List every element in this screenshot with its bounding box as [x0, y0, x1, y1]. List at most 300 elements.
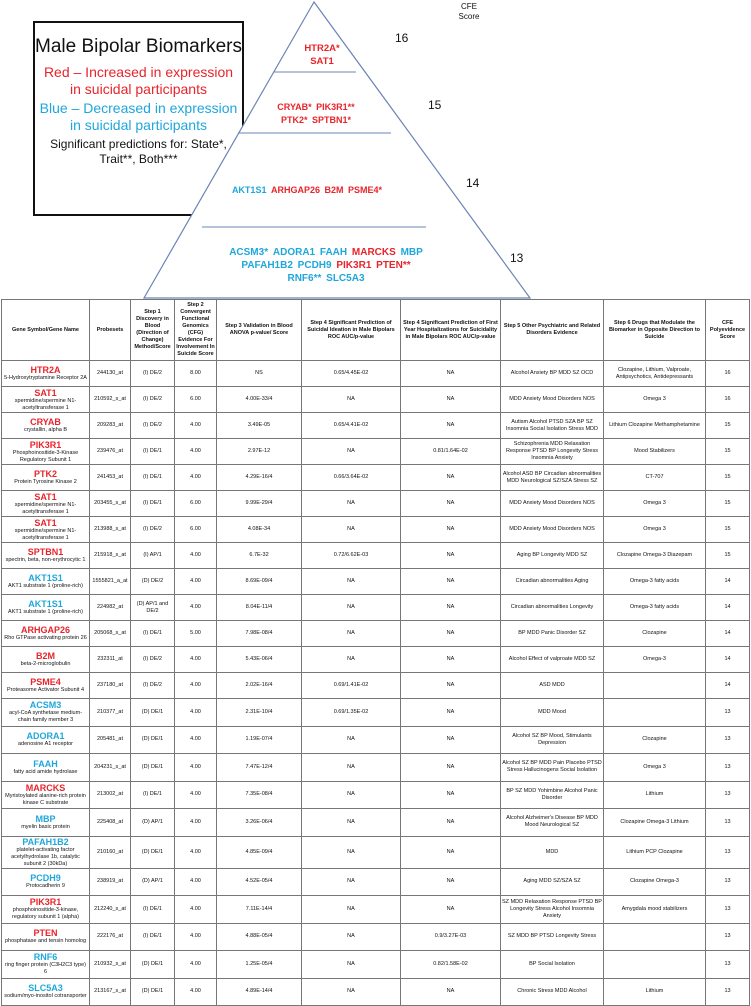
cell-probe: 232311_at — [90, 647, 131, 673]
cell-s3: 2.31E-10/4 — [217, 699, 302, 727]
legend-significance-text: Significant predictions for: State*, Trait**, Both*** — [50, 137, 227, 166]
cell-s5: Schizophrenia MDD Relaxation Response PTSD BP Longevity Stress Insomnia Anxiety — [501, 439, 604, 465]
table-row — [2, 754, 750, 782]
col-header-step4-si: Step 4 Significant Prediction of Suicidal Ideation in Male Bipolars ROC AUC/p-value — [302, 300, 401, 361]
pyramid-gene: PSME4* — [348, 185, 383, 195]
cell-s4a: 0.66/3.64E-02 — [302, 465, 401, 491]
cell-s6: Omega 3 — [604, 754, 706, 782]
gene-symbol: CRYAB — [30, 417, 61, 427]
gene-cell — [2, 673, 90, 699]
gene-name: AKT1 substrate 1 (proline-rich) — [8, 609, 83, 615]
cell-cfe: 13 — [706, 726, 750, 754]
cell-s1: (I) DE/2 — [131, 673, 175, 699]
pyramid-gene: SPTBN1* — [312, 115, 352, 125]
cell-s2: 4.00 — [175, 569, 217, 595]
gene-cell — [2, 491, 90, 517]
table-row — [2, 951, 750, 979]
cell-s2: 4.00 — [175, 439, 217, 465]
cell-s5: BP Social Isolation — [501, 951, 604, 979]
cell-s6: Omega-3 — [604, 647, 706, 673]
cell-s1: (D) AP/1 and DE/2 — [131, 595, 175, 621]
table-row — [2, 647, 750, 673]
cell-cfe: 13 — [706, 951, 750, 979]
cell-s3: 4.08E-34 — [217, 517, 302, 543]
cell-s4b: 0.82/1.58E-02 — [401, 951, 501, 979]
gene-cell — [2, 621, 90, 647]
cell-s1: (I) AP/1 — [131, 543, 175, 569]
cell-s4b: NA — [401, 836, 501, 868]
tier-score-15: 15 — [428, 98, 442, 112]
cell-cfe: 13 — [706, 699, 750, 727]
cell-s5: MDD Anxiety Mood Disorders NOS — [501, 517, 604, 543]
cell-s3: 4.00E-33/4 — [217, 387, 302, 413]
gene-name: spermidine/spermine N1-acetyltransferase 1 — [14, 527, 77, 541]
cell-s6: Clozapine — [604, 726, 706, 754]
cell-s1: (D) AP/1 — [131, 868, 175, 896]
cell-s2: 6.00 — [175, 491, 217, 517]
cell-s3: 2.97E-12 — [217, 439, 302, 465]
pyramid-gene: PTK2* — [280, 115, 308, 125]
cell-s1: (I) DE/1 — [131, 621, 175, 647]
cell-s2: 5.00 — [175, 621, 217, 647]
cell-s4b: NA — [401, 896, 501, 924]
cell-s1: (I) DE/2 — [131, 647, 175, 673]
cell-s5: Circadian abnormalities Aging — [501, 569, 604, 595]
cell-s4b: NA — [401, 465, 501, 491]
gene-cell — [2, 781, 90, 809]
cell-probe: 205481_at — [90, 726, 131, 754]
cell-s4a: NA — [302, 781, 401, 809]
cell-s4b: NA — [401, 361, 501, 387]
cell-s2: 4.00 — [175, 673, 217, 699]
cell-probe: 213988_s_at — [90, 517, 131, 543]
cell-s3: 3.49E-05 — [217, 413, 302, 439]
legend-title: Male Bipolar Biomarkers — [35, 36, 242, 57]
cell-s6: CT-707 — [604, 465, 706, 491]
gene-name: phosphoinositide-3-kinase, regulatory subunit 1 (alpha) — [12, 907, 79, 921]
cell-probe: 1555821_a_at — [90, 569, 131, 595]
cell-s2: 8.00 — [175, 361, 217, 387]
cell-s2: 4.00 — [175, 923, 217, 951]
gene-symbol: SPTBN1 — [27, 547, 64, 557]
cell-s3: 4.29E-16/4 — [217, 465, 302, 491]
cell-s4b: NA — [401, 754, 501, 782]
gene-symbol: SAT1 — [34, 517, 57, 528]
cell-s4b: NA — [401, 781, 501, 809]
cell-s5: Aging BP Longevity MDD SZ — [501, 543, 604, 569]
gene-symbol: HTR2A — [30, 365, 61, 375]
cell-s3: 4.89E-14/4 — [217, 978, 302, 1006]
cell-s2: 4.00 — [175, 781, 217, 809]
table-row — [2, 517, 750, 543]
cell-s6: Omega-3 fatty acids — [604, 595, 706, 621]
biomarker-table — [1, 299, 750, 1006]
pyramid-gene: MARCKS — [351, 247, 396, 258]
pyramid-gene: AKT1S1 — [231, 185, 267, 195]
cell-s4b: NA — [401, 491, 501, 517]
cell-s2: 6.00 — [175, 387, 217, 413]
cell-s5: BP SZ MDD Yohimbine Alcohol Panic Disorder — [501, 781, 604, 809]
gene-symbol: PCDH9 — [30, 873, 61, 884]
cell-s6: Omega-3 fatty acids — [604, 569, 706, 595]
cell-s5: SZ MDD BP PTSD Longevity Stress — [501, 923, 604, 951]
table-row — [2, 673, 750, 699]
cell-s3: 7.35E-08/4 — [217, 781, 302, 809]
cell-cfe: 15 — [706, 465, 750, 491]
cell-s3: 6.7E-32 — [217, 543, 302, 569]
cell-s4b: NA — [401, 543, 501, 569]
cell-s4a: 0.69/1.41E-02 — [302, 673, 401, 699]
cell-s6: Amygdala mood stabilizers — [604, 896, 706, 924]
table-row — [2, 439, 750, 465]
pyramid-gene: PTEN** — [376, 260, 411, 271]
gene-symbol: PTEN — [33, 928, 58, 939]
cell-s2: 4.00 — [175, 465, 217, 491]
gene-name: acyl-CoA synthetase medium-chain family member 3 — [8, 710, 83, 724]
cell-s1: (I) DE/1 — [131, 465, 175, 491]
cell-cfe: 13 — [706, 923, 750, 951]
table-row — [2, 621, 750, 647]
cell-s3: 9.99E-29/4 — [217, 491, 302, 517]
cell-s4a: 0.65/4.41E-02 — [302, 413, 401, 439]
cell-s4a: NA — [302, 896, 401, 924]
gene-name: platelet-activating factor acetylhydrolase 1b, catalytic subunit 2 (30kDa) — [11, 846, 80, 867]
cell-probe: 209283_at — [90, 413, 131, 439]
table-row — [2, 923, 750, 951]
cell-s1: (D) AP/1 — [131, 809, 175, 837]
gene-name: fatty acid amide hydrolase — [13, 768, 78, 775]
cell-s4a: NA — [302, 923, 401, 951]
cell-s6: Lithium — [604, 978, 706, 1006]
legend-red-text: Red – Increased in expression in suicidal participants — [43, 64, 234, 97]
cell-s5: Aging MDD SZ/SZA SZ — [501, 868, 604, 896]
gene-cell — [2, 413, 90, 439]
cell-s3: 8.04E-11/4 — [217, 595, 302, 621]
pyramid-gene: B2M — [324, 185, 344, 195]
col-header-cfe: CFE Polyevidence Score — [706, 300, 750, 361]
cell-probe: 225408_at — [90, 809, 131, 837]
gene-symbol: RNF6 — [33, 952, 58, 963]
cell-cfe: 16 — [706, 387, 750, 413]
cell-s3: 4.85E-09/4 — [217, 836, 302, 868]
cell-s5: Alcohol ASD BP Circadian abnormalities MDD Neurological SZ/SZA Stress SZ — [501, 465, 604, 491]
gene-name: Protocadherin 9 — [26, 883, 65, 890]
pyramid-gene: SAT1 — [310, 56, 334, 67]
pyramid-gene: RNF6** — [287, 273, 322, 284]
pyramid-gene: PIK3R1** — [316, 102, 355, 112]
gene-symbol: B2M — [35, 651, 55, 661]
cell-s4b: 0.81/1.64E-02 — [401, 439, 501, 465]
gene-cell — [2, 595, 90, 621]
gene-symbol: SLC5A3 — [28, 983, 63, 994]
gene-name: Protein Tyrosine Kinase 2 — [14, 479, 77, 485]
cfe-score-label: CFE Score — [458, 2, 480, 21]
gene-cell — [2, 569, 90, 595]
table-row — [2, 569, 750, 595]
cell-s3: 2.02E-16/4 — [217, 673, 302, 699]
pyramid-gene: FAAH — [319, 247, 348, 258]
cell-s4b: NA — [401, 726, 501, 754]
table-row — [2, 809, 750, 837]
cell-s4a: NA — [302, 387, 401, 413]
cell-s6 — [604, 699, 706, 727]
gene-name: spermidine/spermine N1-acetyltransferase 1 — [14, 501, 77, 515]
pyramid-gene: HTR2A* — [304, 43, 340, 54]
cell-cfe: 13 — [706, 754, 750, 782]
gene-cell — [2, 978, 90, 1006]
table-row — [2, 465, 750, 491]
gene-cell — [2, 465, 90, 491]
gene-symbol: SAT1 — [34, 387, 57, 398]
gene-name: Myristoylated alanine-rich protein kinase C substrate — [5, 792, 86, 806]
gene-symbol: AKT1S1 — [28, 599, 63, 609]
cell-s5: BP MDD Panic Disorder SZ — [501, 621, 604, 647]
cell-s5: Alcohol SZ BP Mood, Stimulants Depression — [501, 726, 604, 754]
gene-symbol: MBP — [35, 813, 56, 824]
cell-s2: 4.00 — [175, 413, 217, 439]
cell-s2: 4.00 — [175, 809, 217, 837]
gene-cell — [2, 699, 90, 727]
pyramid-gene: PIK3R1 — [336, 260, 372, 271]
cell-s6: Omega 3 — [604, 517, 706, 543]
cell-cfe: 14 — [706, 595, 750, 621]
gene-cell — [2, 726, 90, 754]
cell-cfe: 14 — [706, 569, 750, 595]
gene-cell — [2, 439, 90, 465]
cell-s4a: 0.65/4.45E-02 — [302, 361, 401, 387]
cell-cfe: 14 — [706, 621, 750, 647]
gene-name: Phosphoinositide-3-Kinase Regulatory Subunit 1 — [12, 449, 79, 463]
cell-s1: (D) DE/1 — [131, 951, 175, 979]
col-header-step6: Step 6 Drugs that Modulate the Biomarker in Opposite Direction to Suicide — [604, 300, 706, 361]
gene-name: phosphatase and tensin homolog — [4, 938, 87, 945]
cell-s4a: NA — [302, 595, 401, 621]
cell-s2: 4.00 — [175, 647, 217, 673]
cell-cfe: 14 — [706, 673, 750, 699]
cell-s4a: 0.72/6.62E-03 — [302, 543, 401, 569]
gene-name: ring finger protein (C3H2C3 type) 6 — [4, 962, 86, 976]
table-row — [2, 868, 750, 896]
cell-cfe: 13 — [706, 836, 750, 868]
gene-symbol: SAT1 — [34, 491, 57, 502]
cell-s1: (D) DE/1 — [131, 726, 175, 754]
cell-s4b: NA — [401, 413, 501, 439]
gene-name: adenosine A1 receptor — [17, 741, 74, 748]
pyramid-tier-16 — [292, 42, 352, 68]
cell-s3: 3.26E-06/4 — [217, 809, 302, 837]
cell-s4b: NA — [401, 569, 501, 595]
gene-cell — [2, 923, 90, 951]
table-row — [2, 595, 750, 621]
pyramid-gene: MBP — [400, 247, 423, 258]
cell-s4a: NA — [302, 754, 401, 782]
gene-name: 5-Hydroxytryptamine Receptor 2A — [4, 375, 87, 381]
cell-probe: 204231_s_at — [90, 754, 131, 782]
gene-symbol: PTK2 — [33, 469, 57, 479]
cell-s6: Clozapine Omega-3 Lithium — [604, 809, 706, 837]
cell-s1: (I) DE/1 — [131, 439, 175, 465]
cell-probe: 241453_at — [90, 465, 131, 491]
cell-s4b: NA — [401, 517, 501, 543]
cell-probe: 224982_at — [90, 595, 131, 621]
gene-symbol: FAAH — [33, 758, 58, 769]
gene-cell — [2, 754, 90, 782]
cell-cfe: 15 — [706, 439, 750, 465]
cell-s6 — [604, 951, 706, 979]
gene-cell — [2, 543, 90, 569]
cell-s4a: NA — [302, 491, 401, 517]
gene-symbol: PIK3R1 — [29, 439, 62, 450]
gene-cell — [2, 836, 90, 868]
cell-s5: Autism Alcohol PTSD SZA BP SZ Insomnia Social Isolation Stress MDD — [501, 413, 604, 439]
table-row — [2, 699, 750, 727]
pyramid-gene: PAFAH1B2 — [241, 260, 293, 271]
table-row — [2, 361, 750, 387]
cell-probe: 210377_at — [90, 699, 131, 727]
cell-s2: 4.00 — [175, 726, 217, 754]
cell-s1: (D) DE/1 — [131, 754, 175, 782]
cell-probe: 237180_at — [90, 673, 131, 699]
gene-cell — [2, 951, 90, 979]
table-row — [2, 413, 750, 439]
cell-s4a: NA — [302, 569, 401, 595]
cell-cfe: 14 — [706, 647, 750, 673]
gene-cell — [2, 361, 90, 387]
cell-s2: 4.00 — [175, 699, 217, 727]
tier-score-16: 16 — [395, 31, 409, 45]
gene-symbol: ACSM3 — [29, 700, 62, 711]
cell-s6: Lithium Clozapine Methamphetamine — [604, 413, 706, 439]
gene-cell — [2, 647, 90, 673]
cell-probe: 212240_s_at — [90, 896, 131, 924]
gene-symbol: MARCKS — [25, 782, 66, 793]
cell-probe: 215918_s_at — [90, 543, 131, 569]
cell-s1: (I) DE/1 — [131, 491, 175, 517]
cell-probe: 213002_at — [90, 781, 131, 809]
cell-s6: Omega 3 — [604, 387, 706, 413]
cell-s1: (I) DE/1 — [131, 781, 175, 809]
cell-s2: 4.00 — [175, 896, 217, 924]
col-header-gene: Gene Symbol/Gene Name — [2, 300, 90, 361]
table-row — [2, 836, 750, 868]
cell-cfe: 13 — [706, 978, 750, 1006]
pyramid-tier-14 — [227, 184, 387, 197]
col-header-step1: Step 1 Discovery in Blood (Direction of Change) Method/Score — [131, 300, 175, 361]
gene-cell — [2, 809, 90, 837]
col-header-step3: Step 3 Validation in Blood ANOVA p-value/ Score — [217, 300, 302, 361]
cell-s4b: NA — [401, 978, 501, 1006]
cell-s3: 7.11E-14/4 — [217, 896, 302, 924]
cell-s5: MDD — [501, 836, 604, 868]
cell-s1: (D) DE/1 — [131, 699, 175, 727]
pyramid-tier-13 — [228, 246, 424, 285]
cell-s4a: NA — [302, 836, 401, 868]
gene-cell — [2, 896, 90, 924]
cell-s6 — [604, 923, 706, 951]
gene-symbol: PAFAH1B2 — [22, 836, 69, 847]
cell-s4b: 0.9/3.27E-03 — [401, 923, 501, 951]
cell-s4a: NA — [302, 868, 401, 896]
table-row — [2, 978, 750, 1006]
cell-s4a: NA — [302, 647, 401, 673]
cell-s1: (I) DE/1 — [131, 923, 175, 951]
cell-s4b: NA — [401, 647, 501, 673]
cell-s5: MDD Mood — [501, 699, 604, 727]
cell-s4b: NA — [401, 387, 501, 413]
cell-s1: (D) DE/2 — [131, 569, 175, 595]
cell-s3: 4.88E-05/4 — [217, 923, 302, 951]
cell-s6: Clozapine — [604, 621, 706, 647]
gene-name: sodium/myo-inositol cotransporter — [4, 993, 87, 1000]
cell-probe: 210160_at — [90, 836, 131, 868]
cell-s3: 1.19E-07/4 — [217, 726, 302, 754]
cell-s6: Mood Stabilizers — [604, 439, 706, 465]
cell-s2: 4.00 — [175, 868, 217, 896]
cell-cfe: 15 — [706, 491, 750, 517]
cell-s5: Alcohol Anxiety BP MDD SZ OCD — [501, 361, 604, 387]
legend-blue-text: Blue – Decreased in expression in suicidal participants — [39, 100, 238, 133]
cell-s6: Lithium PCP Clozapine — [604, 836, 706, 868]
cell-probe: 244130_at — [90, 361, 131, 387]
cell-cfe: 13 — [706, 896, 750, 924]
col-header-step5: Step 5 Other Psychiatric and Related Disorders Evidence — [501, 300, 604, 361]
gene-symbol: AKT1S1 — [28, 573, 63, 583]
pyramid-gene: ARHGAP26 — [270, 185, 320, 195]
cell-s4b: NA — [401, 868, 501, 896]
cell-probe: 222176_at — [90, 923, 131, 951]
cell-s1: (I) DE/2 — [131, 517, 175, 543]
cell-s6: Lithium — [604, 781, 706, 809]
cell-s4a: NA — [302, 951, 401, 979]
cell-cfe: 16 — [706, 361, 750, 387]
gene-name: Rho GTPase activating protein 26 — [4, 635, 87, 641]
cell-s3: NS — [217, 361, 302, 387]
cell-s6: Omega 3 — [604, 491, 706, 517]
gene-cell — [2, 517, 90, 543]
cell-s5: Alcohol Effect of valproate MDD SZ — [501, 647, 604, 673]
cell-probe: 205068_s_at — [90, 621, 131, 647]
cell-s3: 7.47E-12/4 — [217, 754, 302, 782]
pyramid-gene: ACSM3* — [229, 247, 269, 258]
cell-s2: 4.00 — [175, 754, 217, 782]
cell-s2: 4.00 — [175, 951, 217, 979]
cell-cfe: 15 — [706, 517, 750, 543]
col-header-step4-hosp: Step 4 Significant Prediction of First Year Hospitalizations for Suicidality in Male Bipolars ROC AUC/p-value — [401, 300, 501, 361]
gene-name: crystallin, alpha B — [23, 427, 68, 433]
cell-cfe: 13 — [706, 809, 750, 837]
cell-s5: ASD MDD — [501, 673, 604, 699]
col-header-probesets: Probesets — [90, 300, 131, 361]
cell-probe: 213167_s_at — [90, 978, 131, 1006]
cell-s6: Clozapine Omega-3 Diazepam — [604, 543, 706, 569]
cell-s5: SZ MDD Relaxation Response PTSD BP Longevity Stress Alcohol Insomnia Anxiety — [501, 896, 604, 924]
cell-s5: MDD Anxiety Mood Disorders NOS — [501, 387, 604, 413]
gene-cell — [2, 868, 90, 896]
gene-name: Proteasome Activator Subunit 4 — [6, 687, 85, 693]
cell-probe: 239476_at — [90, 439, 131, 465]
cell-s6: Clozapine Omega-3 — [604, 868, 706, 896]
gene-symbol: ARHGAP26 — [20, 625, 70, 635]
cell-s5: MDD Anxiety Mood Disorders NOS — [501, 491, 604, 517]
cell-s4a: NA — [302, 621, 401, 647]
cell-s1: (D) DE/1 — [131, 978, 175, 1006]
cell-s5: Circadian abnormalities Longevity — [501, 595, 604, 621]
cell-s3: 5.43E-06/4 — [217, 647, 302, 673]
cell-probe: 210592_s_at — [90, 387, 131, 413]
cell-cfe: 13 — [706, 781, 750, 809]
cell-s5: Alcohol Alzheimer's Disease BP MDD Mood Neurological SZ — [501, 809, 604, 837]
cell-s6: Clozapine, Lithium, Valproate, Antipsychotics, Antidepressants — [604, 361, 706, 387]
